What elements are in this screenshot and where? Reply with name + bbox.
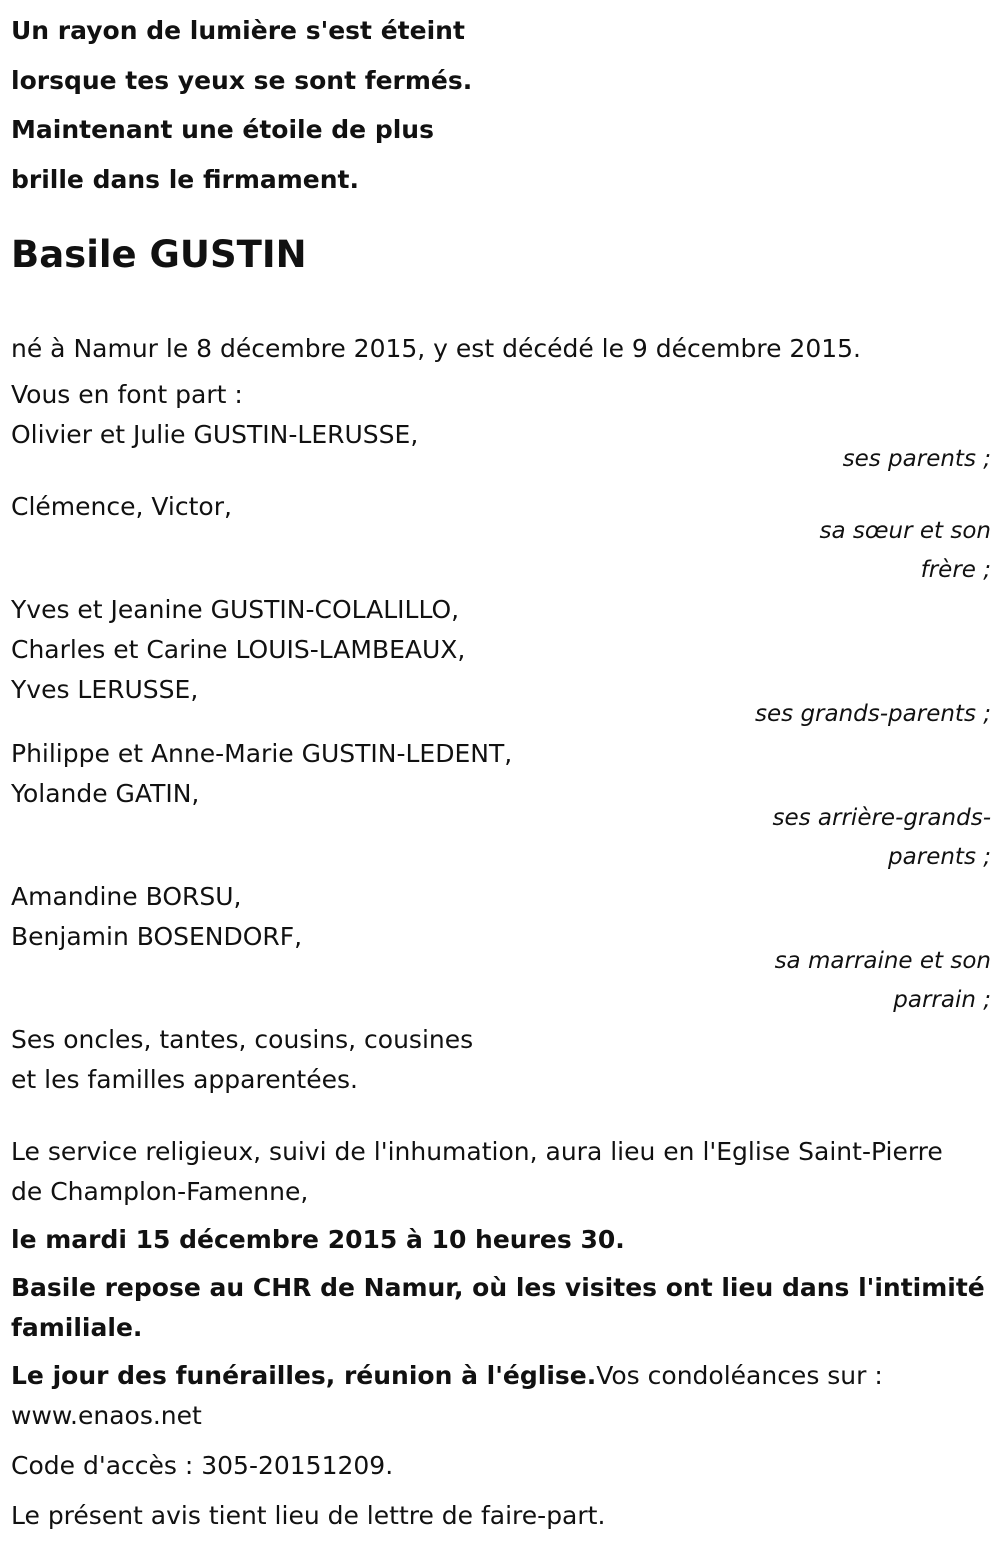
- service-info: [11, 1132, 991, 1212]
- family-member-line: Philippe et Anne-Marie GUSTIN-LEDENT,: [11, 739, 513, 768]
- service-date: le mardi 15 décembre 2015 à 10 heures 30.: [11, 1225, 625, 1254]
- funeral-info: [11, 1356, 991, 1436]
- closing-note: Le présent avis tient lieu de lettre de faire-part.: [11, 1501, 606, 1530]
- birth-death-line: né à Namur le 8 décembre 2015, y est décédé le 9 décembre 2015.: [11, 334, 861, 363]
- poem-line: lorsque tes yeux se sont fermés.: [11, 65, 473, 95]
- poem-line: brille dans le firmament.: [11, 164, 359, 194]
- service-line: Le service religieux, suivi de l'inhumation, aura lieu en l'Eglise Saint-Pierre: [11, 1137, 943, 1166]
- family-member-line: Yolande GATIN,: [11, 779, 200, 808]
- parents-role: ses parents ;: [842, 446, 991, 472]
- family-member-line: Amandine BORSU,: [11, 882, 242, 911]
- obituary-notice: [11, 0, 991, 1536]
- family-member-line: et les familles apparentées.: [11, 1065, 358, 1094]
- godparents-role: sa marraine et son: [774, 948, 991, 974]
- siblings-role: frère ;: [920, 557, 991, 583]
- funeral-gathering: Le jour des funérailles, réunion à l'église.: [11, 1361, 597, 1390]
- godparents-role: parrain ;: [893, 987, 991, 1013]
- great-grandparents-role: parents ;: [888, 844, 991, 870]
- condolences-text: Vos condoléances sur :: [596, 1361, 883, 1390]
- family-member-line: Yves et Jeanine GUSTIN-COLALILLO,: [11, 595, 460, 624]
- visits-line: Basile repose au CHR de Namur, où les visites ont lieu dans l'intimité: [11, 1273, 985, 1302]
- extended-family: [11, 1020, 991, 1100]
- condolences-website[interactable]: www.enaos.net: [11, 1401, 202, 1430]
- family-member-line: Charles et Carine LOUIS-LAMBEAUX,: [11, 635, 466, 664]
- visits-info: [11, 1268, 991, 1348]
- poem-line: Un rayon de lumière s'est éteint: [11, 16, 465, 45]
- poem-line: Maintenant une étoile de plus: [11, 115, 434, 144]
- announce-intro: Vous en font part :: [11, 380, 243, 409]
- visits-line: familiale.: [11, 1313, 143, 1342]
- deceased-name: Basile GUSTIN: [11, 233, 307, 276]
- family-member-line: Yves LERUSSE,: [11, 675, 199, 704]
- family-member-line: Ses oncles, tantes, cousins, cousines: [11, 1025, 474, 1054]
- family-member-line: Olivier et Julie GUSTIN-LERUSSE,: [11, 420, 419, 449]
- family-member-line: Clémence, Victor,: [11, 492, 232, 521]
- great-grandparents-role: ses arrière-grands-: [772, 805, 991, 831]
- service-line: de Champlon-Famenne,: [11, 1177, 309, 1206]
- access-code: Code d'accès : 305-20151209.: [11, 1451, 394, 1480]
- memorial-poem: [11, 0, 991, 204]
- family-member-line: Benjamin BOSENDORF,: [11, 922, 303, 951]
- siblings-role: sa sœur et son: [819, 518, 991, 544]
- grandparents-role: ses grands-parents ;: [755, 701, 991, 727]
- grandparents-group: [11, 590, 991, 710]
